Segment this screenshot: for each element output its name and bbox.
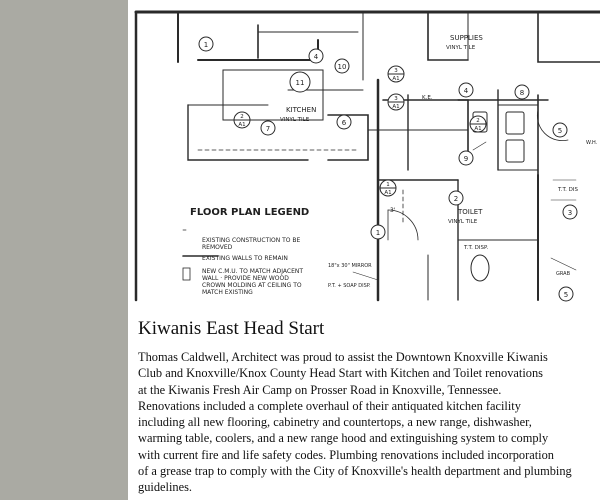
tag-circle-10: 10	[337, 63, 347, 71]
label-toilet: TOILET	[458, 208, 483, 216]
description-line: Renovations included a complete overhaul of their antiquated kitchen facility	[138, 398, 521, 413]
description-line: Club and Knoxville/Knox County Head Start with Kitchen and Toilet renovations	[138, 366, 543, 381]
legend-title: FLOOR PLAN LEGEND	[190, 207, 310, 218]
legend-new-cmu-3: CROWN MOLDING AT CEILING TO	[202, 282, 302, 289]
description-line: of a grease trap to comply with the City of Knoxville's health department and plumbing	[138, 464, 572, 479]
label-vinyl-tile-supplies: VINYL TILE	[446, 45, 476, 51]
tag-circle-2: 2	[453, 195, 459, 203]
tag-circle-3: 3	[567, 209, 573, 217]
label-wh: W.H.	[586, 140, 598, 146]
main-content	[128, 0, 600, 500]
tag-circle-4b: 4	[463, 87, 469, 95]
floor-plan-drawing	[128, 0, 600, 312]
detail-tag-1-num: 3	[394, 68, 398, 74]
tag-circle-7: 7	[265, 125, 271, 133]
tag-circle-8: 8	[519, 89, 525, 97]
tag-circle-11: 11	[295, 79, 305, 87]
description-line: guidelines.	[138, 480, 193, 495]
tag-circle-1b: 1	[375, 229, 381, 237]
tag-circle-5b: 5	[563, 291, 569, 299]
legend-new-cmu-4: MATCH EXISTING	[202, 289, 253, 296]
description-line: at the Kiwanis Fresh Air Camp on Prosser Road in Knoxville, Tennessee.	[138, 382, 502, 397]
tag-circle-9: 9	[463, 155, 469, 163]
legend-existing-remove-2: REMOVED	[202, 244, 233, 251]
label-vinyl-tile-toilet: VINYL TILE	[448, 219, 478, 225]
label-dim-3: 3'	[390, 207, 396, 214]
detail-tag-1-sheet: A1	[392, 76, 400, 82]
label-tt-disp: T.T. DISP.	[464, 245, 489, 251]
tag-circle-5: 5	[557, 127, 563, 135]
legend-existing-walls: EXISTING WALLS TO REMAIN	[202, 255, 288, 262]
article-description	[138, 349, 600, 496]
detail-tag-3-sheet: A1	[238, 122, 246, 128]
label-kitchen: KITCHEN	[286, 106, 317, 114]
article-title: Kiwanis East Head Start	[138, 318, 325, 339]
left-sidebar-panel	[0, 0, 128, 500]
tag-circle-4: 4	[313, 53, 319, 61]
legend-existing-remove-1: EXISTING CONSTRUCTION TO BE	[202, 237, 301, 244]
legend-new-cmu-2: WALL · PROVIDE NEW WOOD	[202, 275, 289, 282]
label-ke: K.E.	[422, 95, 433, 101]
label-grab: GRAB	[556, 271, 570, 277]
label-pt-soap: P.T. + SOAP DISP.	[328, 283, 371, 289]
label-tt-dis: T.T. DIS	[558, 187, 579, 193]
description-line: warming table, coolers, and a new range hood and extinguishing system to comply	[138, 431, 549, 446]
detail-tag-5-num: 2	[476, 118, 480, 124]
detail-tag-3-num: 2	[240, 114, 244, 120]
detail-tag-5-sheet: A1	[474, 126, 482, 132]
description-line: with current fire and life safety codes. Plumbing renovations included incorporation	[138, 447, 554, 462]
detail-tag-2-sheet: A1	[392, 104, 400, 110]
tag-circle-6: 6	[341, 119, 347, 127]
detail-tag-4-sheet: A1	[384, 190, 392, 196]
tag-circle-1: 1	[203, 41, 209, 49]
label-vinyl-tile-kitchen: VINYL TILE	[280, 117, 310, 123]
detail-tag-4-num: 1	[386, 182, 390, 188]
description-line: including all new flooring, cabinetry and countertops, a new range, dishwasher,	[138, 415, 532, 430]
description-line: Thomas Caldwell, Architect was proud to assist the Downtown Knoxville Kiwanis	[138, 350, 548, 364]
legend-new-cmu-1: NEW C.M.U. TO MATCH ADJACENT	[202, 268, 304, 275]
label-supplies: SUPPLIES	[450, 34, 483, 42]
detail-tag-2-num: 3	[394, 96, 398, 102]
label-mirror: 18"x 30" MIRROR	[328, 263, 372, 269]
